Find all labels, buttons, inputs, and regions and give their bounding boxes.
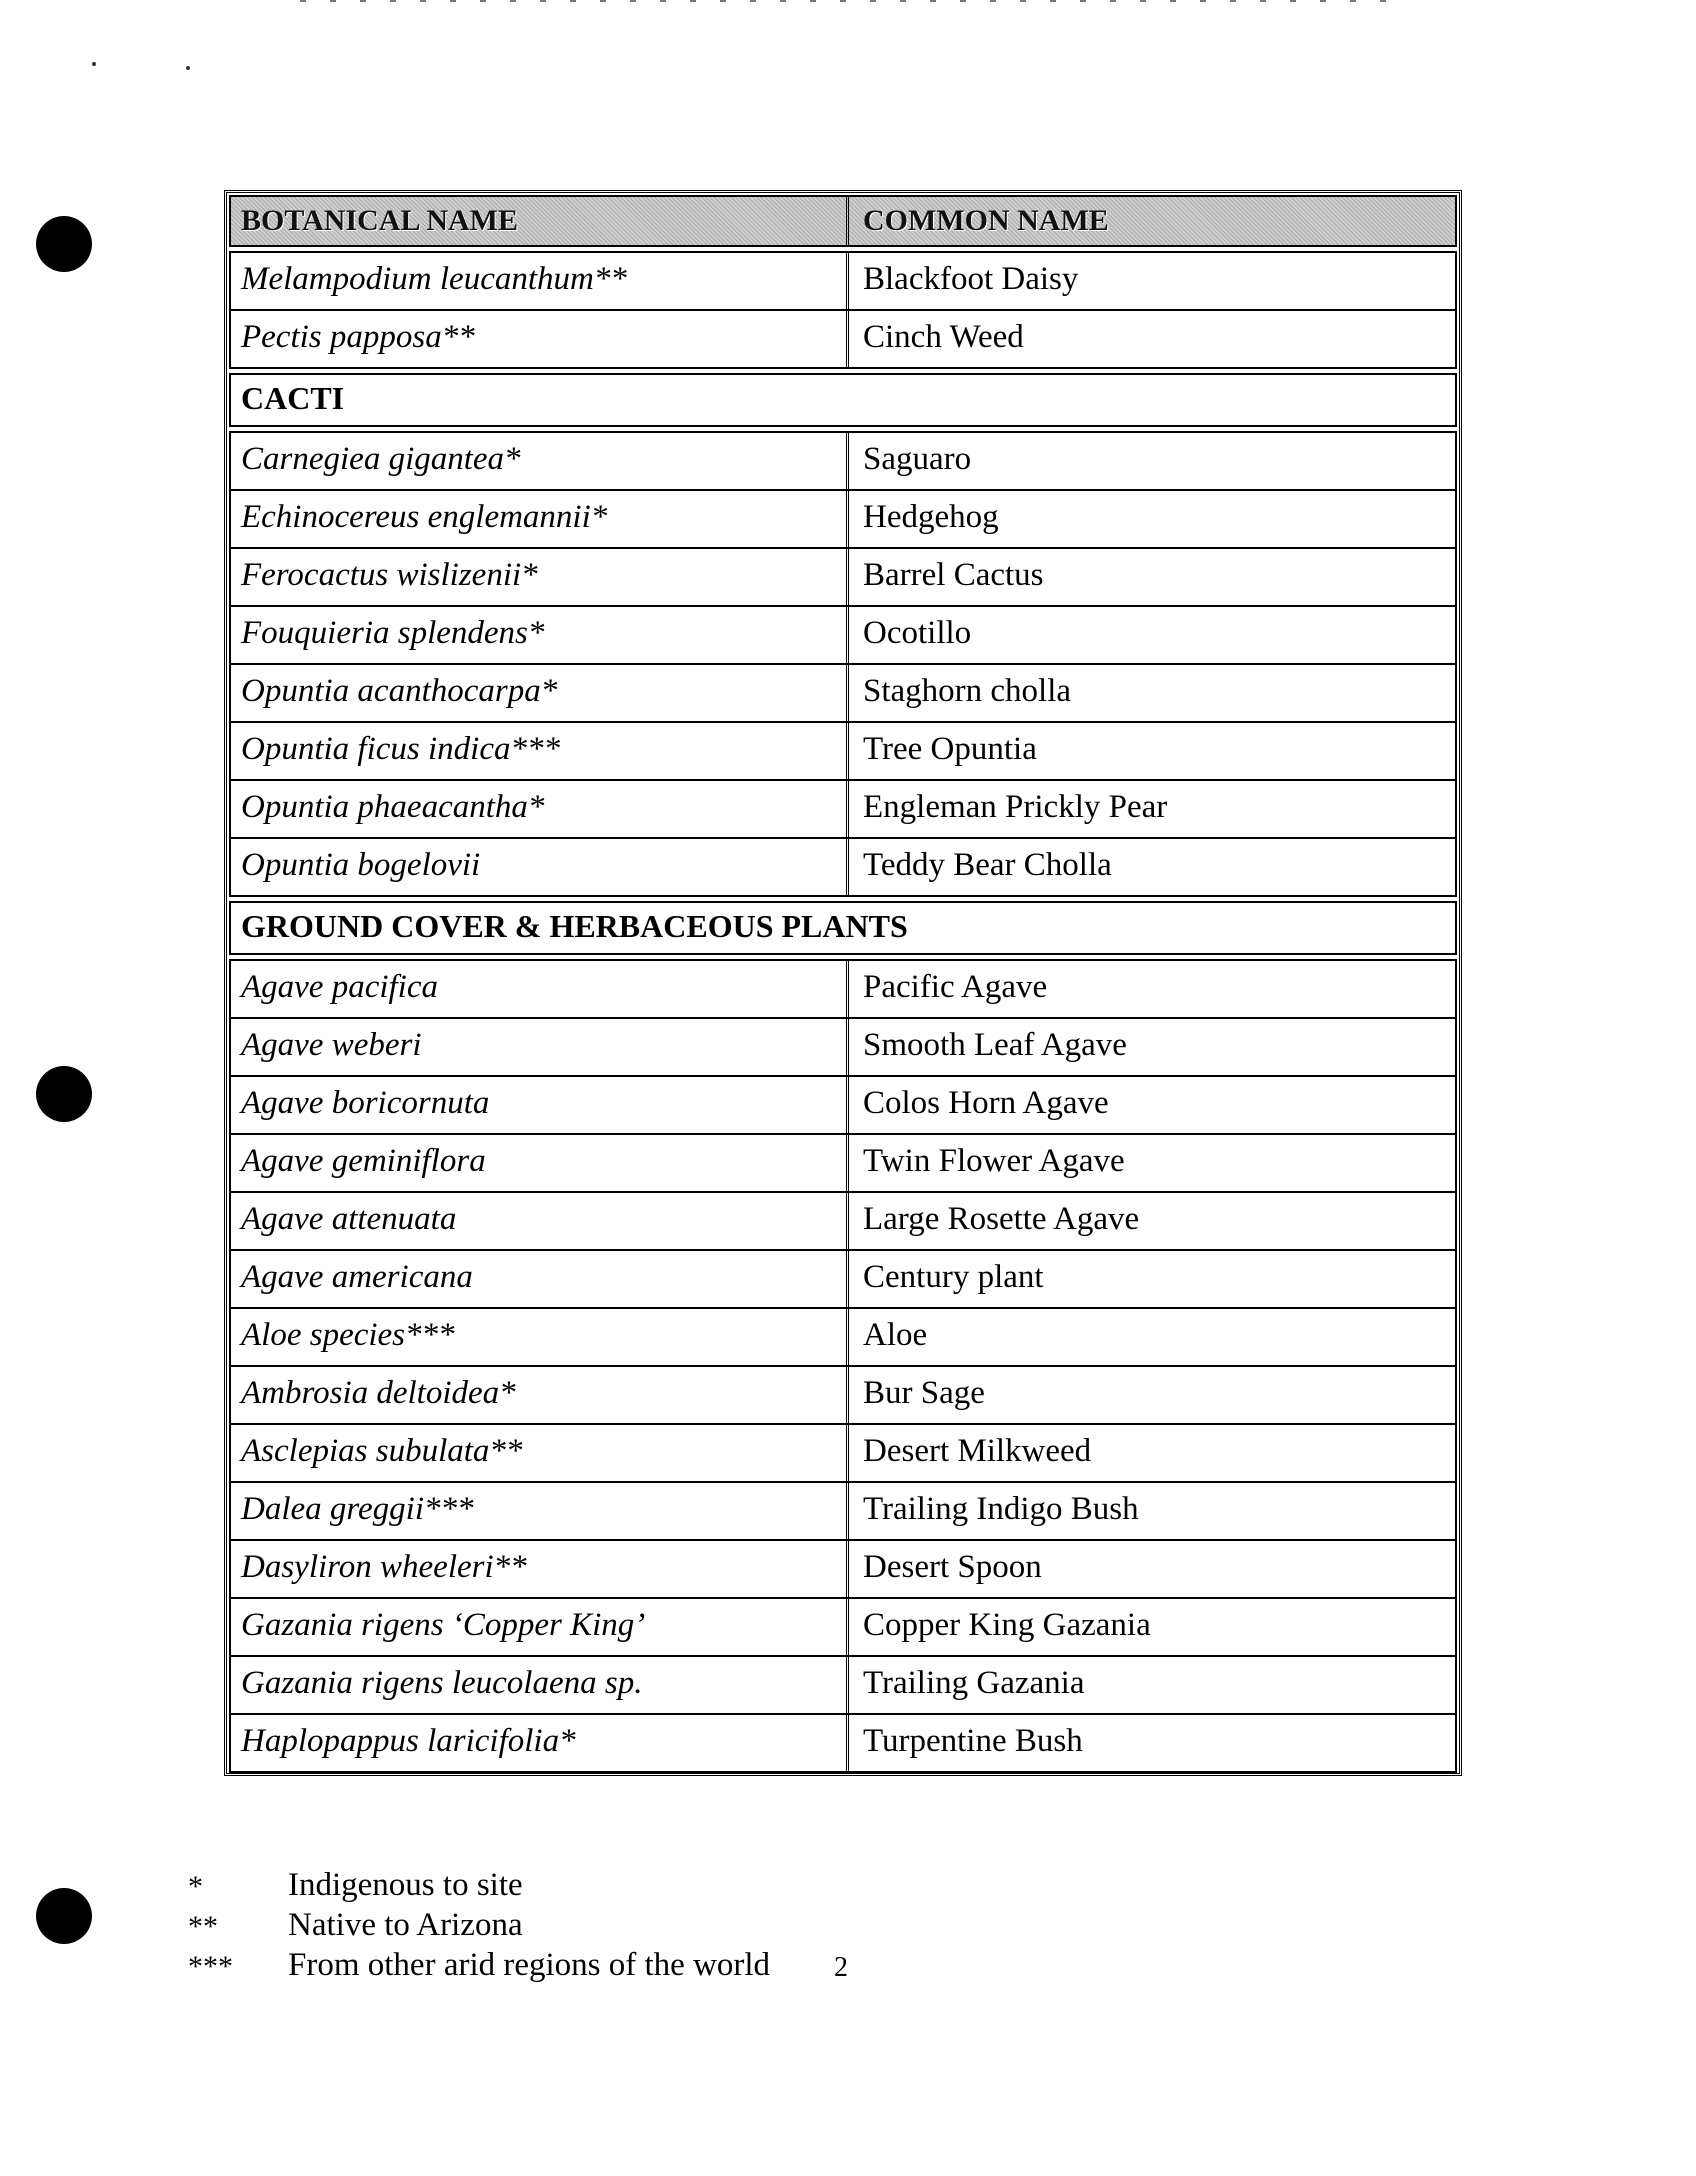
common-name-cell: Desert Milkweed: [863, 1433, 1092, 1469]
table-row: [229, 721, 1457, 781]
common-name-cell: Ocotillo: [863, 615, 972, 651]
botanical-name-cell: Echinocereus englemannii*: [231, 491, 849, 547]
page-number: 2: [834, 1952, 848, 1983]
table-row: [229, 837, 1457, 897]
table-row: [229, 1481, 1457, 1541]
table-row: [229, 1597, 1457, 1657]
section-title: GROUND COVER & HERBACEOUS PLANTS: [241, 908, 908, 944]
botanical-name-cell: Ferocactus wislizenii*: [231, 549, 849, 605]
table-row: [229, 1017, 1457, 1077]
punch-hole: [36, 1066, 92, 1122]
botanical-name-cell: Opuntia bogelovii: [231, 839, 849, 895]
botanical-name-cell: Aloe species***: [231, 1309, 849, 1365]
table-row: [229, 1307, 1457, 1367]
botanical-name-cell: Agave weberi: [231, 1019, 849, 1075]
common-name-cell: Barrel Cactus: [863, 557, 1044, 593]
common-name-cell: Cinch Weed: [863, 319, 1024, 355]
common-name-cell: Smooth Leaf Agave: [863, 1027, 1127, 1063]
botanical-name-cell: Asclepias subulata**: [231, 1425, 849, 1481]
botanical-name-cell: Pectis papposa**: [231, 311, 849, 367]
common-name-cell: Trailing Indigo Bush: [863, 1491, 1139, 1527]
footnote-text: Indigenous to site: [288, 1867, 523, 1903]
table-row: [229, 431, 1457, 491]
botanical-name-cell: Dalea greggii***: [231, 1483, 849, 1539]
table-row: [229, 663, 1457, 723]
botanical-name-cell: Carnegiea gigantea*: [231, 433, 849, 489]
botanical-name-cell: Ambrosia deltoidea*: [231, 1367, 849, 1423]
botanical-name-cell: Melampodium leucanthum**: [231, 253, 849, 309]
table-row: [229, 1191, 1457, 1251]
plant-table: [224, 190, 1462, 1776]
common-name-cell: Turpentine Bush: [863, 1723, 1083, 1759]
table-row: [229, 1075, 1457, 1135]
table-row: [229, 959, 1457, 1019]
footnote: [188, 1906, 770, 1946]
table-row: [229, 489, 1457, 549]
scan-speck: [92, 62, 96, 66]
section-header-row: [229, 373, 1457, 427]
botanical-name-cell: Opuntia acanthocarpa*: [231, 665, 849, 721]
footnote-text: Native to Arizona: [288, 1907, 523, 1943]
common-name-cell: Bur Sage: [863, 1375, 985, 1411]
footnote-marker: **: [188, 1910, 218, 1943]
footnote: [188, 1946, 770, 1986]
section-title: CACTI: [241, 380, 345, 416]
scan-top-edge: [300, 0, 1400, 2]
footnote-text: From other arid regions of the world: [288, 1947, 771, 1983]
botanical-name-cell: Agave boricornuta: [231, 1077, 849, 1133]
table-row: [229, 605, 1457, 665]
botanical-name-cell: Agave attenuata: [231, 1193, 849, 1249]
common-name-cell: Copper King Gazania: [863, 1607, 1151, 1643]
table-row: [229, 1423, 1457, 1483]
section-header-row: [229, 901, 1457, 955]
botanical-name-cell: Haplopappus laricifolia*: [231, 1715, 849, 1771]
footnotes: [188, 1866, 770, 1986]
table-row: [229, 1133, 1457, 1193]
table-row: [229, 779, 1457, 839]
botanical-name-cell: Opuntia phaeacantha*: [231, 781, 849, 837]
common-name-cell: Hedgehog: [863, 499, 999, 535]
botanical-name-cell: Agave pacifica: [231, 961, 849, 1017]
table-row: [229, 1655, 1457, 1715]
common-name-cell: Desert Spoon: [863, 1549, 1042, 1585]
common-name-cell: Blackfoot Daisy: [863, 261, 1079, 297]
common-name-cell: Trailing Gazania: [863, 1665, 1085, 1701]
botanical-name-cell: Gazania rigens ‘Copper King’: [231, 1599, 849, 1655]
common-name-cell: Twin Flower Agave: [863, 1143, 1125, 1179]
table-row: [229, 1539, 1457, 1599]
scan-speck: [186, 66, 190, 70]
common-name-cell: Teddy Bear Cholla: [863, 847, 1112, 883]
common-name-cell: Colos Horn Agave: [863, 1085, 1109, 1121]
footnote-marker: ***: [188, 1950, 233, 1983]
botanical-name-cell: Dasyliron wheeleri**: [231, 1541, 849, 1597]
common-name-cell: Aloe: [863, 1317, 928, 1353]
common-name-cell: Tree Opuntia: [863, 731, 1037, 767]
common-name-header: COMMON NAME: [863, 204, 1109, 237]
botanical-name-header: BOTANICAL NAME: [231, 197, 849, 245]
common-name-cell: Pacific Agave: [863, 969, 1048, 1005]
common-name-cell: Staghorn cholla: [863, 673, 1072, 709]
table-row: [229, 1713, 1457, 1773]
table-row: [229, 251, 1457, 311]
botanical-name-cell: Agave americana: [231, 1251, 849, 1307]
table-row: [229, 547, 1457, 607]
table-row: [229, 309, 1457, 369]
footnote-marker: *: [188, 1870, 203, 1903]
common-name-cell: Engleman Prickly Pear: [863, 789, 1168, 825]
footnote: [188, 1866, 770, 1906]
common-name-cell: Large Rosette Agave: [863, 1201, 1140, 1237]
common-name-cell: Saguaro: [863, 441, 972, 477]
botanical-name-cell: Agave geminiflora: [231, 1135, 849, 1191]
botanical-name-cell: Opuntia ficus indica***: [231, 723, 849, 779]
table-row: [229, 1365, 1457, 1425]
common-name-cell: Century plant: [863, 1259, 1044, 1295]
table-row: [229, 1249, 1457, 1309]
punch-hole: [36, 216, 92, 272]
punch-hole: [36, 1888, 92, 1944]
table-header-row: [229, 195, 1457, 247]
botanical-name-cell: Gazania rigens leucolaena sp.: [231, 1657, 849, 1713]
botanical-name-cell: Fouquieria splendens*: [231, 607, 849, 663]
